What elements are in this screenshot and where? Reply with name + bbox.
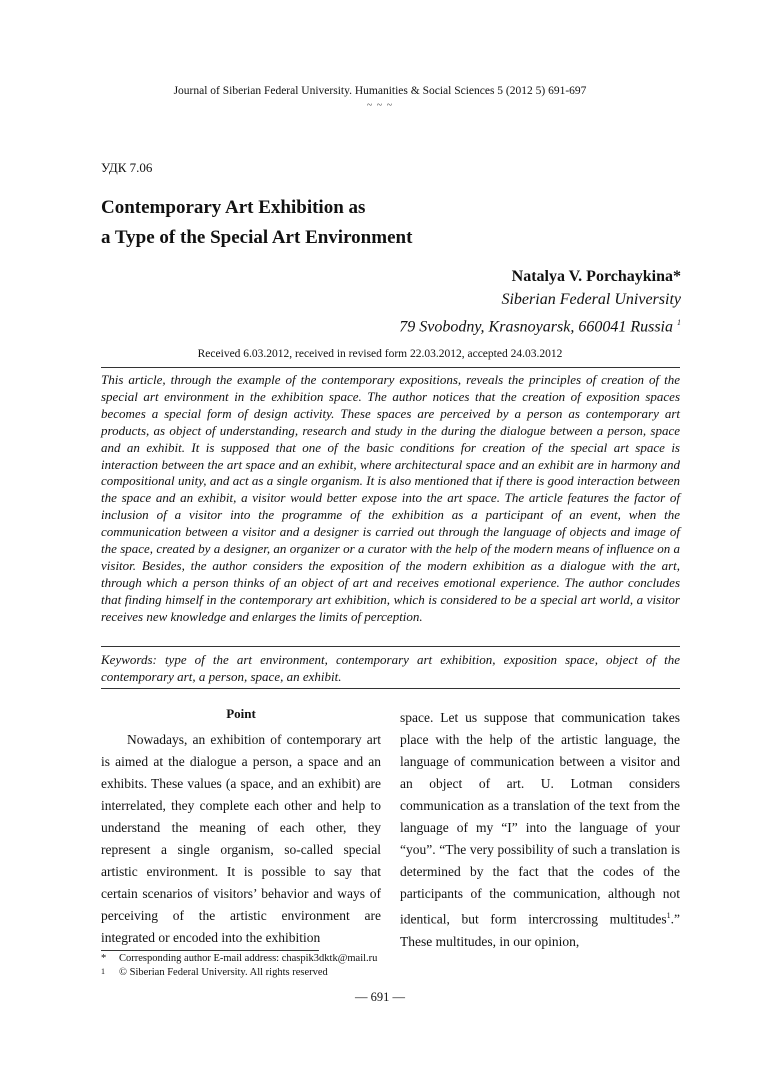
section-heading: Point (226, 706, 256, 721)
body-right-text-2: .” These multitudes, in our opinion, (400, 911, 680, 949)
body-right-text-1: space. Let us suppose that communication takes place with the help of the artistic language, the language of communication between a visitor and an object of art. U. Lotman considers communication as a translation of the text from the language of my “I” into the language of your “you”. “The very possibility of such a translation is determined by the fact that the codes of the participants of the communication, although not identical, but form intercrossing multitudes (400, 710, 680, 927)
keywords-bottom-rule (101, 688, 680, 689)
author-address-text: 79 Svobodny, Krasnoyarsk, 660041 Russia (399, 318, 673, 336)
footnote-rule (101, 950, 319, 951)
abstract: This article, through the example of the contemporary expositions, reveals the principles of creation of the special art environment in the exhibition space. The author notices that the creation of exposition spaces becomes a special form of design activity. These spaces are perceived by a person as contemporary art products, as object of understanding, research and study in the during the dialogue between a person, space and an exhibit. It is supposed that one of the basic conditions for creation of the special art space is interaction between the art space and an exhibit, where architectural space and an exhibit are in harmony and compositional unity, and act as a single organism. It is also mentioned that if there is good interaction between the space and an exhibit, a visitor would better expose into the art space. The article features the factor of inclusion of a visitor into the programme of the exhibition as a participant of an event, when the communication between a visitor and a designer is carried out through the language of objects and image of the space, created by a designer, an organizer or a curator with the help of the modern means of influence on a visitor. Besides, the author considers the exposition of the modern exhibition as a dialogue with the art, through which a person thinks of an object of art and receives emotional experience. The author concludes that finding himself in the contemporary art exhibition, which is considered to be a special art world, a visitor receives new knowledge and enlarges the limits of perception. (101, 372, 680, 624)
body-paragraph-right (400, 707, 680, 953)
footnote-mark: 1 (101, 967, 105, 976)
body-right-footnote-ref: 1 (666, 911, 671, 920)
footnote-mark: * (101, 953, 107, 964)
abstract-top-rule (101, 367, 680, 368)
keywords: Keywords: type of the art environment, contemporary art exhibition, exposition space, object of the contemporary art, a person, space, an exhibit. (101, 652, 680, 684)
title-line-1: Contemporary Art Exhibition as (101, 197, 366, 218)
body-paragraph-left: Nowadays, an exhibition of contemporary art is aimed at the dialogue a person, a space and an exhibits. These values (a space, and an exhibit) are interrelated, they complete each other and help to understand the meaning of each other, they represent a single organism, so-called special artistic environment. It is possible to say that certain scenarios of visitors’ behavior and ways of perceiving of the artistic environment are integrated or encoded into the exhibition (101, 732, 381, 945)
body-column-left (101, 707, 381, 949)
article-title (101, 193, 661, 253)
body-column-right (400, 707, 680, 953)
author-address (399, 311, 681, 338)
received-dates: Received 6.03.2012, received in revised form 22.03.2012, accepted 24.03.2012 (197, 348, 563, 360)
footnote-corresponding-author (101, 953, 377, 964)
author-block (399, 265, 681, 338)
udc-code: УДК 7.06 (101, 160, 153, 175)
footnote-text: Corresponding author E-mail address: chaspik3dktk@mail.ru (119, 953, 378, 964)
journal-header: Journal of Siberian Federal University. Humanities & Social Sciences 5 (2012 5) 691-697 (173, 85, 587, 97)
author-name: Natalya V. Porchaykina* (511, 268, 681, 285)
author-affiliation: Siberian Federal University (501, 291, 681, 308)
title-line-2: a Type of the Special Art Environment (101, 227, 413, 248)
page-number: — 691 — (355, 990, 405, 1004)
footnote-copyright (101, 967, 328, 978)
footnote-text: © Siberian Federal University. All rights reserved (119, 967, 328, 978)
keywords-top-rule (101, 646, 680, 647)
author-address-note: 1 (677, 318, 681, 327)
header-ornament: ~ ~ ~ (366, 100, 394, 111)
